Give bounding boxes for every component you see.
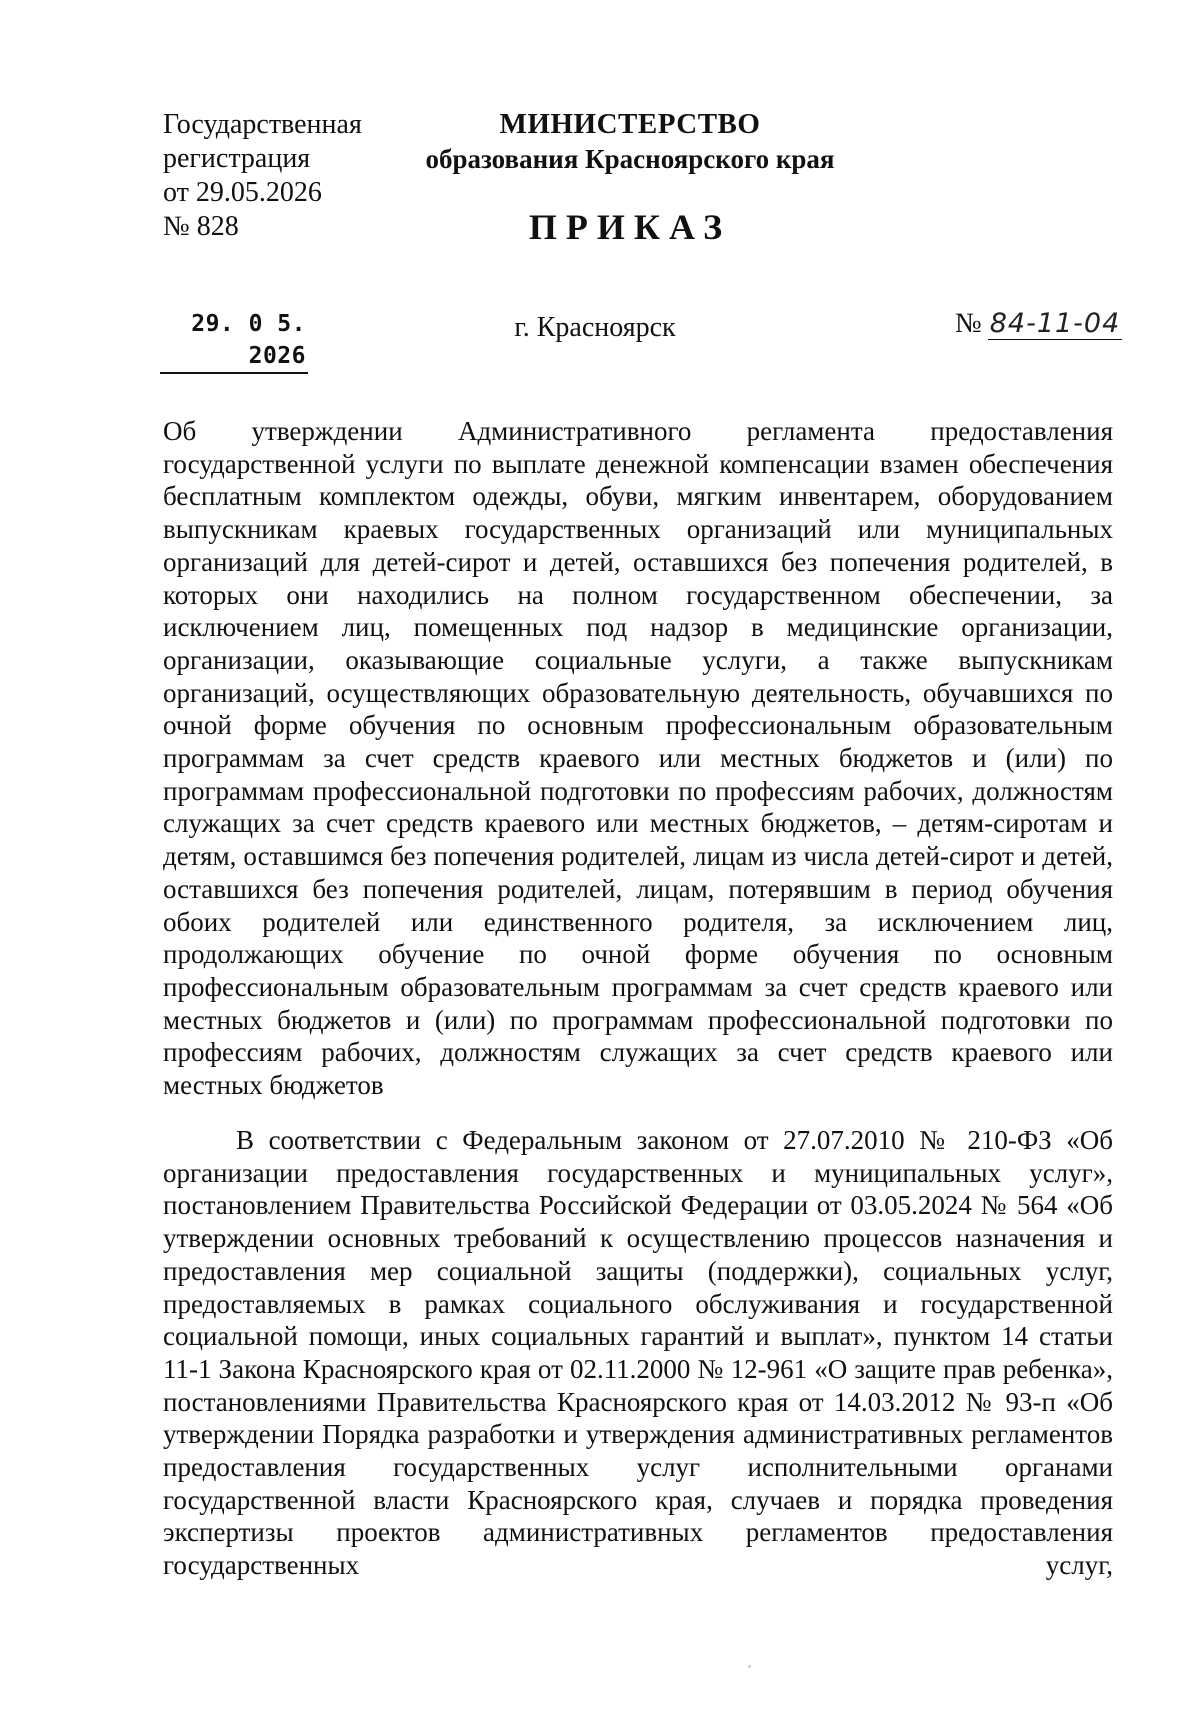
order-number-handwritten: 84-11-04 xyxy=(989,308,1121,339)
registration-line-1: Государственная xyxy=(163,109,362,140)
order-city: г. Красноярск xyxy=(514,312,676,343)
order-title: Об утверждении Административного регламента предоставления государственной услуги по выплате денежной компенсации взамен обеспечения бесплатным комплектом одежды, обуви, мягким инвентарем, оборудованием выпускникам краевых государственных организаций или муниципальных организаций для детей-сирот и детей, оставшихся без попечения родителей, в которых они находились на полном государственном обеспечении, за исключением лиц, помещенных под надзор в медицинские организации, организации, оказывающие социальные услуги, а также выпускникам организаций, осуществляющих образовательную деятельность, обучавшихся по очной форме обучения по основным профессиональным образовательным программам за счет средств краевого или местных бюджетов и (или) по программам профессиональной подготовки по профессиям рабочих, должностям служащих за счет средств краевого или местных бюджетов, – детям-сиротам и детям, оставшимся без попечения родителей, лицам из числа детей-сирот и детей, оставшихся без попечения родителей, лицам, потерявшим в период обучения обоих родителей или единственного родителя, за исключением лиц, продолжающих обучение по очной форме обучения по основным профессиональным образовательным программам за счет средств краевого или местных бюджетов и (или) по программам профессиональной подготовки по профессиям рабочих, должностям служащих за счет средств краевого или местных бюджетов xyxy=(163,416,1113,1101)
document-type: ПРИКАЗ xyxy=(528,207,732,247)
registration-line-2: регистрация xyxy=(163,143,311,174)
registration-date: от 29.05.2026 xyxy=(163,177,322,208)
order-date-stamp: 29. 0 5. 2026 xyxy=(160,308,308,374)
scan-speck xyxy=(748,1665,751,1668)
order-number-prefix: № xyxy=(955,308,982,339)
order-number xyxy=(955,306,1135,342)
order-body-paragraph: В соответствии с Федеральным законом от 27.07.2010 № 210-ФЗ «Об организации предоставления государственных и муниципальных услуг», постановлением Правительства Российской Федерации от 03.05.2024 № 564 «Об утверждении основных требований к осуществлению процессов назначения и предоставления мер социальной защиты (поддержки), социальных услуг, предоставляемых в рамках социального обслуживания и государственной социальной помощи, иных социальных гарантий и выплат», пунктом 14 статьи 11-1 Закона Красноярского края от 02.11.2000 № 12-961 «О защите прав ребенка», постановлениями Правительства Красноярского края от 14.03.2012 № 93-п «Об утверждении Порядка разработки и утверждения административных регламентов предоставления государственных услуг исполнительными органами государственной власти Красноярского края, случаев и порядка проведения экспертизы проектов административных регламентов предоставления государственных услуг, xyxy=(163,1125,1113,1581)
registration-number: № 828 xyxy=(163,211,239,242)
ministry-header xyxy=(410,106,850,176)
registration-block xyxy=(163,108,403,244)
ministry-subtitle: образования Красноярского края xyxy=(425,144,835,174)
ministry-name: МИНИСТЕРСТВО xyxy=(499,108,761,140)
